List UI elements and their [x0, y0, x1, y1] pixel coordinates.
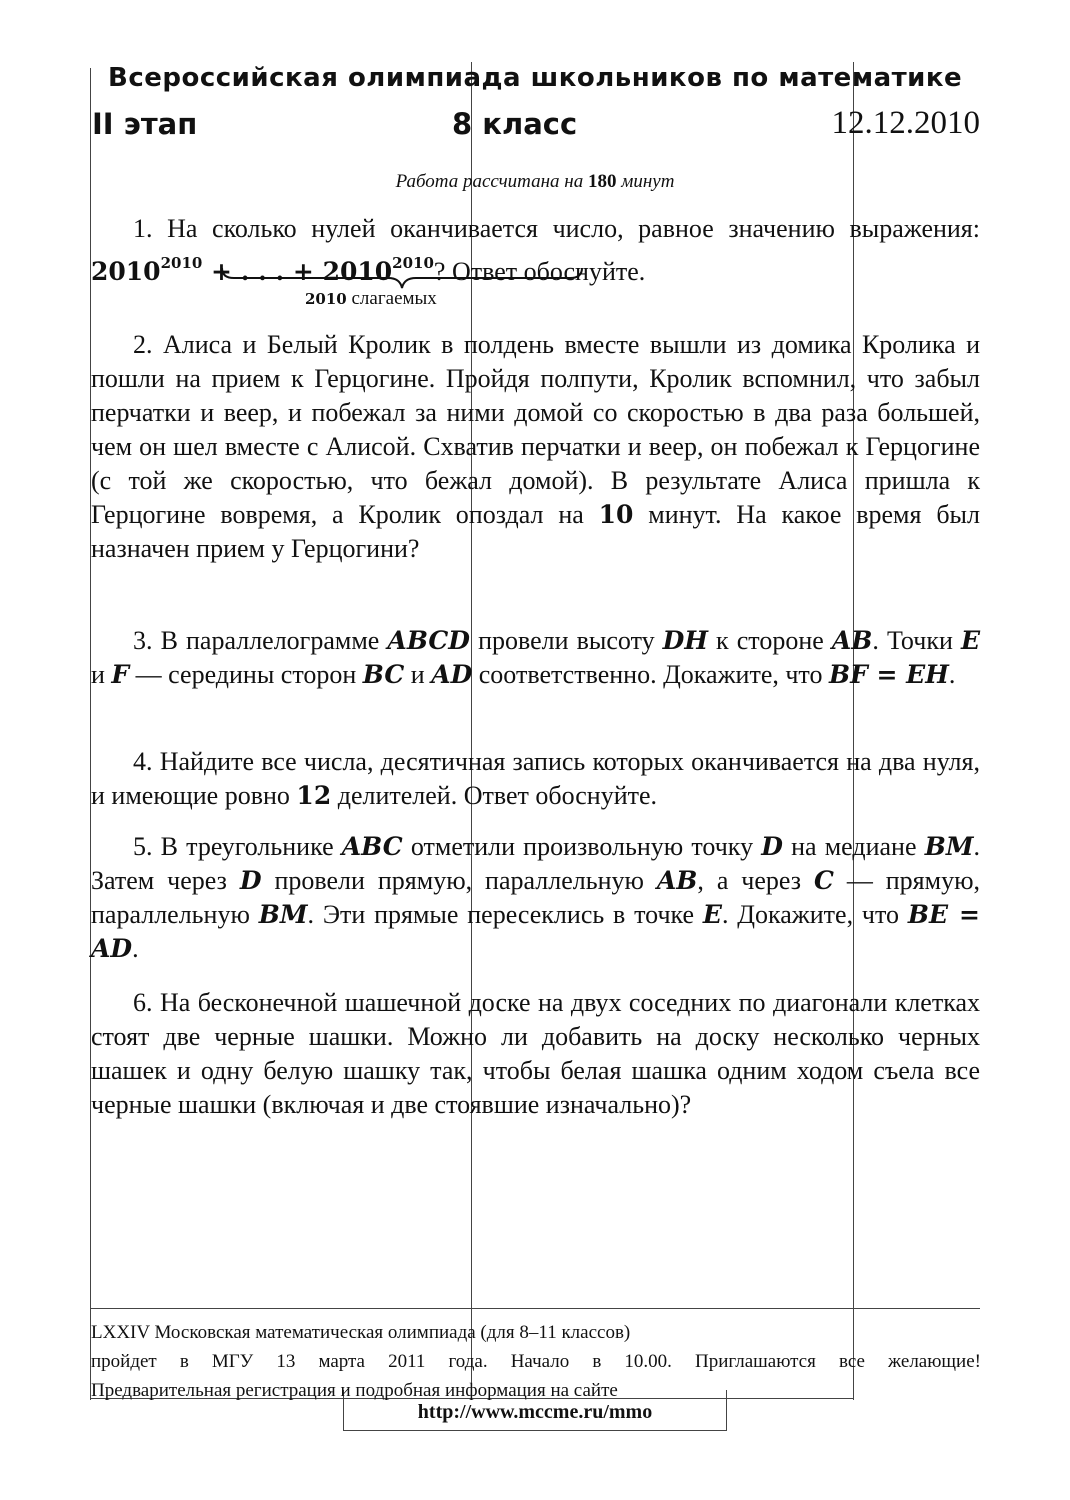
expression: $2010^{2010}$ + . . . + $2010^{2010}$ — [91, 254, 434, 286]
problem-6: 6. На бесконечной шашечной доске на двух соседних по диагонали клетках стоят две черные шашки. Можно ли добавить на доску несколько черных шашек и одну белую шашку так, чтобы белая шашка одним ходом съела все черные шашки (включая и две стоявшие изначально)? — [91, 988, 980, 1119]
olympiad-title: Всероссийская олимпиада школьников по математике — [108, 63, 963, 93]
footer — [91, 1318, 981, 1405]
problem-2: 2. Алиса и Белый Кролик в полдень вместе вышли из домика Кролика и пошли на прием к Герцогине. Пройдя полпути, Кролик вспомнил, что забыл перчатки и веер, и побежал за ними домой со скоростью в два раза большей, чем он шел вместе с Алисой. Схватив перчатки и веер, он побежал к Герцогине (с той же скоростью, что бежал домой). В результате Алиса пришла к Герцогине вовремя, а Кролик опоздал на 10 минут. На какое время был назначен прием у Герцогини? — [91, 330, 980, 563]
problem-3: 3. В параллелограмме ABCD провели высоту DH к стороне AB. Точки E и F — середины сторон BC и AD соответственно. Докажите, что BF = EH. — [91, 626, 980, 689]
underbrace — [220, 266, 585, 290]
time-note: Работа рассчитана на 180 минут — [395, 171, 675, 192]
brace-label: 2010 слагаемых — [305, 288, 437, 309]
problem-1: 1. На сколько нулей оканчивается число, равное значению выражения: $2010^{2010}$ + . . . + $2010^{2010}$? Ответ обоснуйте. — [91, 214, 980, 286]
footer-line-1: LXXIV Московская математическая олимпиада (для 8–11 классов) — [91, 1322, 631, 1343]
problem-5: 5. В треугольнике ABC отметили произвольную точку D на медиане BM. Затем через D провели прямую, параллельную AB, а через C — прямую, параллельную BM. Эти прямые пересеклись в точке E. Докажите, что BE = AD. — [91, 832, 980, 963]
time-minutes: 180 — [587, 171, 617, 192]
scan-line — [343, 1430, 727, 1431]
website-link[interactable]: http://www.mccme.ru/mmo — [417, 1401, 653, 1423]
date-label: 12.12.2010 — [831, 105, 980, 141]
footer-line-3: Предварительная регистрация и подробная информация на сайте — [91, 1380, 618, 1401]
problem-4: 4. Найдите все числа, десятичная запись которых оканчивается на два нуля, и имеющие ровно 12 делителей. Ответ обоснуйте. — [91, 747, 980, 810]
grade-label: 8 класс — [452, 107, 578, 141]
stage-label: II этап — [92, 107, 198, 141]
footer-line-2: пройдет в МГУ 13 марта 2011 года. Начало в 10.00. Приглашаются все желающие! — [91, 1351, 981, 1372]
footer-divider — [90, 1308, 980, 1309]
header-row — [92, 105, 980, 145]
